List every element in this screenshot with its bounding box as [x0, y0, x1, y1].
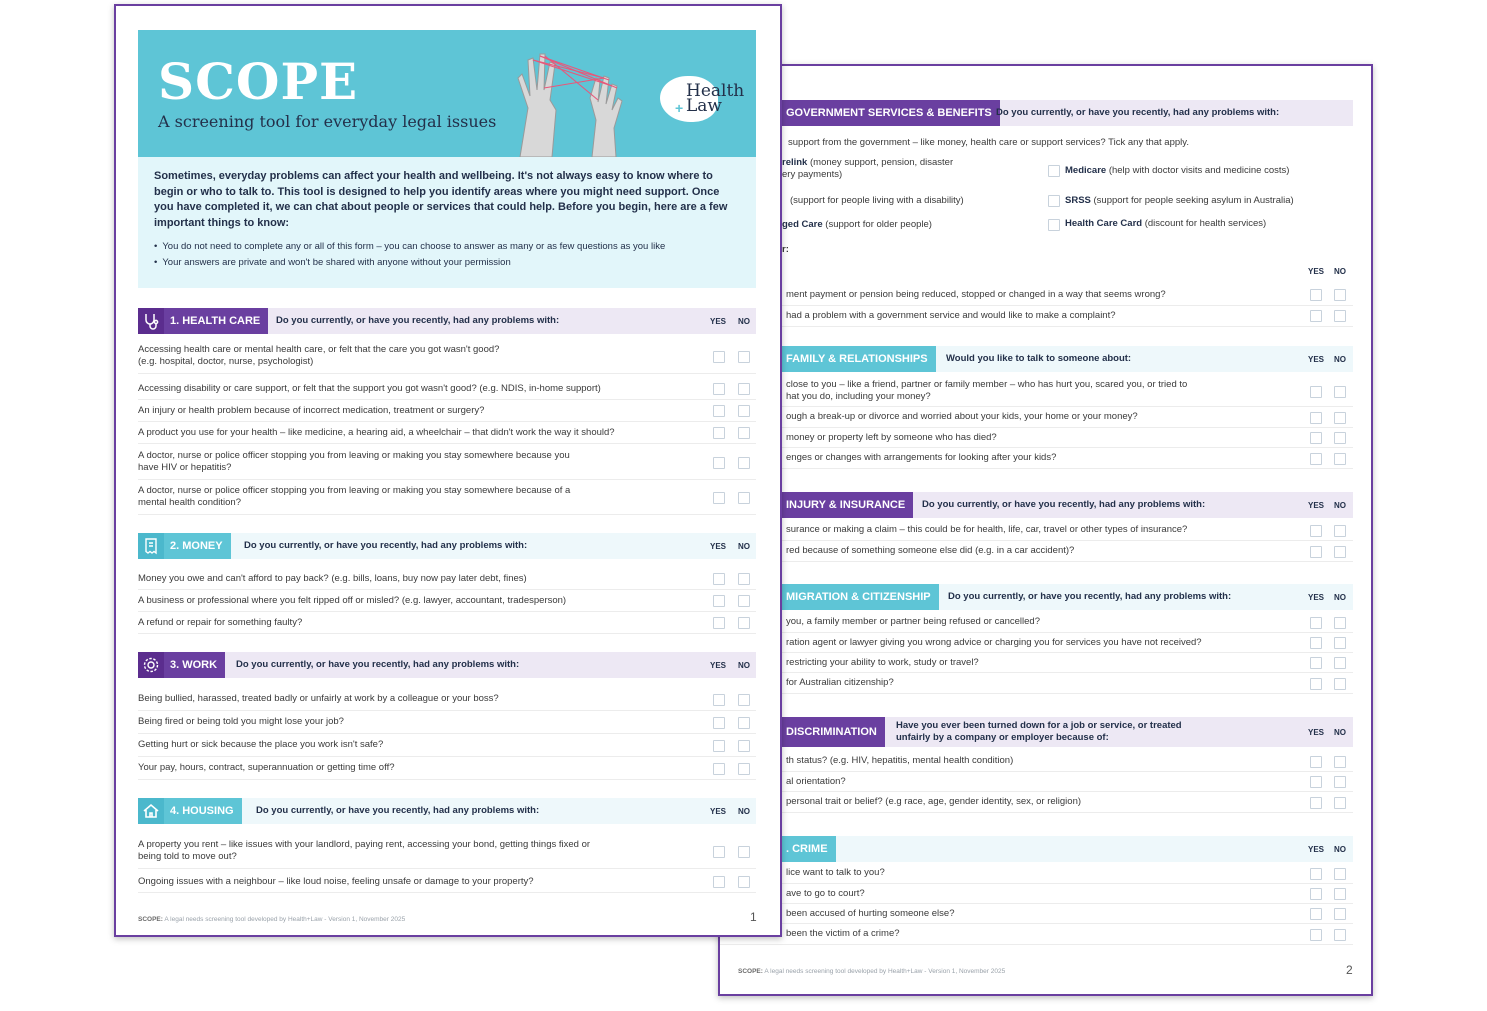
question-row [720, 612, 1353, 633]
intro-bullet: • Your answers are private and won't be shared with anyone without your permission [154, 255, 740, 271]
intro-paragraph: Sometimes, everyday problems can affect your health and wellbeing. It's not always easy to know where to begin or who to talk to. This tool is designed to help you identify areas where you might need support. Once you have completed it, we can chat about people or services that could help. Before you begin, here are a few important things to know: [154, 170, 728, 229]
benefit-centrelink: relink (money support, pension, disaster ery payments) [782, 157, 954, 180]
no-header: NO [1334, 266, 1346, 276]
section-chip [138, 798, 242, 824]
section-question: Do you currently, or have you recently, had any problems with: [996, 107, 1280, 118]
question-row [720, 884, 1353, 904]
section-header [720, 717, 1353, 747]
question-text: A business or professional where you felt ripped off or misled? (e.g. lawyer, accountant, tradesperson) [138, 595, 567, 606]
question-text: for Australian citizenship? [786, 677, 894, 688]
question-row [720, 285, 1353, 306]
question-row [138, 446, 756, 480]
section-label: GOVERNMENT SERVICES & BENEFITS [720, 100, 1000, 126]
yes-checkbox[interactable] [1310, 678, 1322, 690]
gear-icon [138, 652, 164, 678]
yes-checkbox[interactable] [713, 405, 725, 417]
question-row [138, 871, 756, 893]
no-checkbox[interactable] [738, 405, 750, 417]
page-footer: SCOPE: A legal needs screening tool developed by Health+Law - Version 1, November 2025 [138, 916, 406, 923]
no-header: NO [1334, 592, 1346, 602]
yes-checkbox[interactable] [713, 427, 725, 439]
yes-header: YES [710, 316, 727, 326]
no-checkbox[interactable] [1334, 657, 1346, 669]
page-footer: SCOPE: A legal needs screening tool developed by Health+Law - Version 1, November 2025 [738, 968, 1006, 975]
no-checkbox[interactable] [1334, 756, 1346, 768]
no-header: NO [738, 316, 750, 326]
yes-checkbox[interactable] [1310, 929, 1322, 941]
yes-checkbox[interactable] [1310, 637, 1322, 649]
house-icon [138, 798, 164, 824]
no-header: NO [1334, 727, 1346, 737]
no-checkbox[interactable] [1334, 929, 1346, 941]
question-row [720, 863, 1353, 884]
yes-checkbox[interactable] [713, 573, 725, 585]
yes-checkbox[interactable] [1310, 908, 1322, 920]
no-checkbox[interactable] [738, 876, 750, 888]
question-text: A doctor, nurse or police officer stopping you from leaving or making you stay somewhere because of a mental health condition? [138, 485, 571, 508]
no-checkbox[interactable] [1334, 525, 1346, 537]
question-text: Being bullied, harassed, treated badly or unfairly at work by a colleague or your boss? [138, 693, 499, 704]
section-question: Have you ever been turned down for a job or service, or treated unfairly by a company or employer because of: [896, 720, 1182, 743]
yes-checkbox[interactable] [1310, 546, 1322, 558]
yes-checkbox[interactable] [713, 617, 725, 629]
question-row [720, 541, 1353, 562]
stethoscope-icon [138, 308, 164, 334]
section-question: Do you currently, or have you recently, had any problems with: [244, 540, 528, 551]
section-label: 4. HOUSING [164, 798, 242, 824]
question-text: Your pay, hours, contract, superannuation or getting time off? [138, 762, 395, 773]
yes-header: YES [1308, 354, 1325, 364]
receipt-icon [138, 533, 164, 559]
yes-checkbox[interactable] [713, 876, 725, 888]
question-text: ough a break-up or divorce and worried about your kids, your home or your money? [786, 411, 1138, 422]
section-question: Do you currently, or have you recently, had any problems with: [236, 659, 520, 670]
question-row [138, 481, 756, 515]
yes-header: YES [1308, 592, 1325, 602]
yes-header: YES [1308, 500, 1325, 510]
yes-checkbox[interactable] [1310, 776, 1322, 788]
question-row [138, 400, 756, 422]
question-text: red because of something someone else did (e.g. in a car accident)? [786, 545, 1075, 556]
intro-box [138, 157, 756, 288]
banner [138, 30, 756, 157]
benefit-health-care-card: Health Care Card (discount for health services) [1065, 218, 1267, 229]
benefit-ndis: (support for people living with a disability) [790, 195, 964, 206]
question-row [720, 633, 1353, 653]
question-text: th status? (e.g. HIV, hepatitis, mental health condition) [786, 755, 1014, 766]
yes-checkbox[interactable] [1310, 868, 1322, 880]
no-checkbox[interactable] [738, 492, 750, 504]
no-header: NO [738, 806, 750, 816]
no-header: NO [738, 541, 750, 551]
question-text: An injury or health problem because of incorrect medication, treatment or surgery? [138, 405, 485, 416]
no-checkbox[interactable] [1334, 386, 1346, 398]
yes-header: YES [1308, 727, 1325, 737]
section-question: Do you currently, or have you recently, had any problems with: [948, 591, 1232, 602]
section-question: Would you like to talk to someone about: [946, 353, 1132, 364]
question-text: Accessing disability or care support, or felt that the support you got wasn't good? (e.g. NDIS, in-home support) [138, 383, 601, 394]
question-text: Getting hurt or sick because the place you work isn't safe? [138, 739, 384, 750]
no-checkbox[interactable] [738, 740, 750, 752]
question-text: ment payment or pension being reduced, stopped or changed in a way that seems wrong? [786, 289, 1166, 300]
section-question: Do you currently, or have you recently, had any problems with: [256, 805, 540, 816]
benefit-checkbox[interactable] [1048, 219, 1060, 231]
section-label: 1. HEALTH CARE [164, 308, 268, 334]
no-checkbox[interactable] [1334, 617, 1346, 629]
section-header [720, 836, 1353, 862]
no-checkbox[interactable] [1334, 797, 1346, 809]
no-checkbox[interactable] [1334, 453, 1346, 465]
yes-header: YES [1308, 266, 1325, 276]
no-checkbox[interactable] [1334, 678, 1346, 690]
no-checkbox[interactable] [1334, 908, 1346, 920]
no-checkbox[interactable] [738, 573, 750, 585]
no-checkbox[interactable] [738, 763, 750, 775]
question-text: had a problem with a government service and would like to make a complaint? [786, 310, 1116, 321]
yes-checkbox[interactable] [713, 717, 725, 729]
section-header [138, 533, 756, 559]
no-header: NO [1334, 844, 1346, 854]
section-header [720, 492, 1353, 518]
yes-checkbox[interactable] [1310, 386, 1322, 398]
section-chip [138, 652, 225, 678]
question-text: close to you – like a friend, partner or family member – who has hurt you, scared you, or tried to hat you do, including your money? [786, 379, 1188, 402]
question-text: ave to go to court? [786, 888, 865, 899]
question-text: Money you owe and can't afford to pay back? (e.g. bills, loans, buy now pay later debt, fines) [138, 573, 527, 584]
question-row [720, 448, 1353, 469]
section-chip [138, 533, 231, 559]
yes-checkbox[interactable] [713, 351, 725, 363]
section-header [720, 584, 1353, 610]
question-text: personal trait or belief? (e.g race, age, gender identity, sex, or religion) [786, 796, 1082, 807]
section-header-government [720, 100, 1353, 126]
intro-bullet: • You do not need to complete any or all of this form – you can choose to answer as many or as few questions as you like [154, 239, 740, 255]
section-question: Do you currently, or have you recently, had any problems with: [922, 499, 1206, 510]
question-row [138, 590, 756, 612]
yes-checkbox[interactable] [1310, 310, 1322, 322]
no-header: NO [1334, 354, 1346, 364]
section-label: 3. WORK [164, 652, 225, 678]
question-text: Being fired or being told you might lose your job? [138, 716, 344, 727]
question-row [720, 407, 1353, 428]
question-text: ration agent or lawyer giving you wrong advice or charging you for services you have not received? [786, 637, 1202, 648]
question-row [720, 751, 1353, 772]
no-checkbox[interactable] [1334, 776, 1346, 788]
benefit-medicare: Medicare (help with doctor visits and medicine costs) [1065, 165, 1290, 176]
section-question: Do you currently, or have you recently, had any problems with: [276, 315, 560, 326]
yes-checkbox[interactable] [713, 492, 725, 504]
question-text: you, a family member or partner being refused or cancelled? [786, 616, 1040, 627]
hands-string-illustration [500, 38, 630, 157]
yes-checkbox[interactable] [1310, 453, 1322, 465]
question-row [720, 792, 1353, 813]
yes-checkbox[interactable] [713, 457, 725, 469]
yes-header: YES [710, 806, 727, 816]
question-row [138, 757, 756, 780]
page-2 [718, 64, 1373, 996]
question-text: enges or changes with arrangements for looking after your kids? [786, 452, 1057, 463]
section-header [138, 308, 756, 334]
government-intro: support from the government – like money, health care or support services? Tick any that apply. [788, 137, 1189, 148]
question-row [720, 428, 1353, 448]
question-text: A refund or repair for something faulty? [138, 617, 303, 628]
page-number: 1 [750, 910, 757, 924]
question-row [138, 568, 756, 590]
benefit-srss: SRSS (support for people seeking asylum in Australia) [1065, 195, 1294, 206]
section-label: . CRIME [720, 836, 836, 862]
question-text: A doctor, nurse or police officer stopping you from leaving or making you stay somewhere because you have HIV or hepatitis? [138, 450, 570, 473]
no-checkbox[interactable] [738, 351, 750, 363]
page-number: 2 [1346, 963, 1353, 977]
document-title: SCOPE [158, 52, 359, 111]
question-row [720, 673, 1353, 694]
no-checkbox[interactable] [738, 595, 750, 607]
question-row [138, 734, 756, 757]
yes-header: YES [1308, 844, 1325, 854]
question-row [138, 378, 756, 400]
question-row [720, 306, 1353, 327]
yes-checkbox[interactable] [1310, 289, 1322, 301]
yes-checkbox[interactable] [713, 763, 725, 775]
question-row [720, 376, 1353, 407]
no-checkbox[interactable] [1334, 888, 1346, 900]
section-label: FAMILY & RELATIONSHIPS [720, 346, 936, 372]
question-row [138, 688, 756, 711]
no-checkbox[interactable] [738, 427, 750, 439]
question-text: A property you rent – like issues with your landlord, paying rent, accessing your bond, getting things fixed or being told to move out? [138, 839, 591, 862]
question-row [138, 340, 756, 374]
yes-checkbox[interactable] [1310, 657, 1322, 669]
question-row [138, 612, 756, 634]
yes-checkbox[interactable] [713, 846, 725, 858]
yes-header: YES [710, 660, 727, 670]
section-label: MIGRATION & CITIZENSHIP [720, 584, 939, 610]
yes-header: YES [710, 541, 727, 551]
yes-checkbox[interactable] [713, 595, 725, 607]
question-text: lice want to talk to you? [786, 867, 885, 878]
no-checkbox[interactable] [738, 383, 750, 395]
no-checkbox[interactable] [738, 694, 750, 706]
yes-checkbox[interactable] [713, 383, 725, 395]
yes-checkbox[interactable] [1310, 432, 1322, 444]
no-header: NO [1334, 500, 1346, 510]
question-row [720, 653, 1353, 673]
no-checkbox[interactable] [1334, 432, 1346, 444]
no-checkbox[interactable] [738, 457, 750, 469]
benefit-checkbox[interactable] [1048, 195, 1060, 207]
yes-checkbox[interactable] [713, 694, 725, 706]
benefit-checkbox[interactable] [1048, 165, 1060, 177]
no-header: NO [738, 660, 750, 670]
yes-checkbox[interactable] [1310, 797, 1322, 809]
no-checkbox[interactable] [1334, 546, 1346, 558]
question-row [720, 924, 1353, 945]
intro-bullets [154, 239, 740, 271]
question-text: money or property left by someone who has died? [786, 432, 997, 443]
question-text: been the victim of a crime? [786, 928, 900, 939]
logo-plus-icon: + [675, 100, 684, 116]
no-checkbox[interactable] [1334, 637, 1346, 649]
question-text: A product you use for your health – like medicine, a hearing aid, a wheelchair – that didn't work the way it should? [138, 427, 615, 438]
no-checkbox[interactable] [1334, 412, 1346, 424]
section-label: INJURY & INSURANCE [720, 492, 913, 518]
no-checkbox[interactable] [738, 617, 750, 629]
section-header [720, 346, 1353, 372]
question-row [720, 904, 1353, 924]
question-row [138, 835, 756, 869]
page-1 [114, 4, 782, 937]
yes-checkbox[interactable] [1310, 617, 1322, 629]
logo: Health Law [686, 81, 745, 116]
no-checkbox[interactable] [738, 846, 750, 858]
yes-checkbox[interactable] [1310, 756, 1322, 768]
question-row [720, 520, 1353, 541]
yes-checkbox[interactable] [1310, 412, 1322, 424]
question-text: Ongoing issues with a neighbour – like loud noise, feeling unsafe or damage to your property? [138, 876, 534, 887]
question-text: been accused of hurting someone else? [786, 908, 955, 919]
yes-checkbox[interactable] [713, 740, 725, 752]
question-text: restricting your ability to work, study or travel? [786, 657, 979, 668]
yes-checkbox[interactable] [1310, 888, 1322, 900]
question-row [138, 422, 756, 444]
section-label: DISCRIMINATION [720, 717, 885, 747]
no-checkbox[interactable] [1334, 310, 1346, 322]
document-subtitle: A screening tool for everyday legal issues [158, 112, 497, 131]
question-text: surance or making a claim – this could be for health, life, car, travel or other types of insurance? [786, 524, 1188, 535]
question-text: al orientation? [786, 776, 846, 787]
section-chip [138, 308, 268, 334]
no-checkbox[interactable] [1334, 868, 1346, 880]
no-checkbox[interactable] [738, 717, 750, 729]
section-label: 2. MONEY [164, 533, 231, 559]
section-header [138, 798, 756, 824]
no-checkbox[interactable] [1334, 289, 1346, 301]
benefit-aged-care: ged Care (support for older people) [782, 219, 932, 230]
section-header [138, 652, 756, 678]
question-row [720, 772, 1353, 792]
or-label: r: [782, 244, 789, 255]
question-text: Accessing health care or mental health care, or felt that the care you got wasn't good? (e.g. hospital, doctor, nurse, psychologist) [138, 344, 500, 367]
yes-checkbox[interactable] [1310, 525, 1322, 537]
question-row [138, 711, 756, 734]
